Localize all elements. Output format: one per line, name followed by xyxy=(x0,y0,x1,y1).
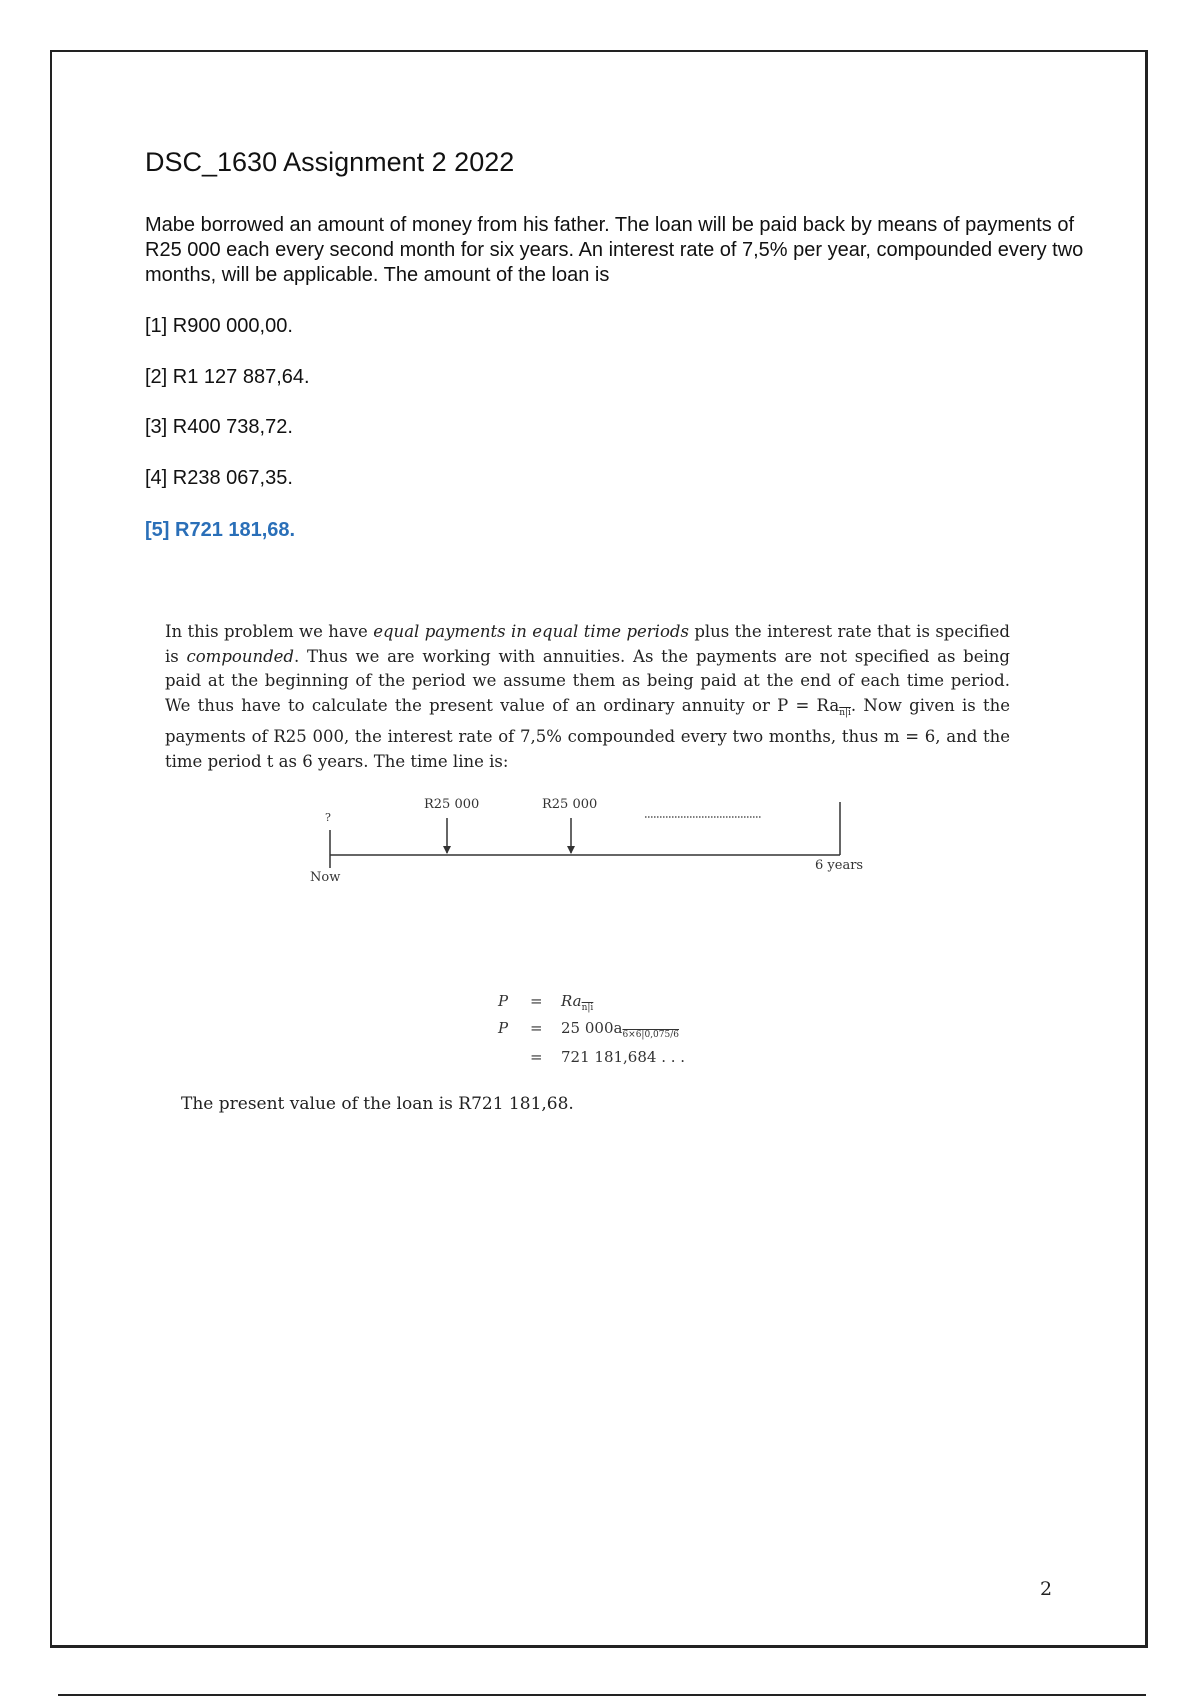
conclusion-text: The present value of the loan is R721 181,68. xyxy=(181,1094,574,1114)
eq-lhs-2: P xyxy=(498,1019,509,1037)
explanation-paragraph xyxy=(165,620,1010,774)
explanation-part: . Now given is the payments of R25 000, the interest rate of 7,5% compounded every two months, thus m = 6, and the time period t as 6 years. The time line is: xyxy=(165,695,1010,771)
option-3: [3] R400 738,72. xyxy=(145,416,293,438)
eq-rhs-3: 721 181,684 . . . xyxy=(561,1048,686,1066)
explanation-part: plus the interest rate that is specified is xyxy=(165,622,1010,666)
eq-sub-1: n|i xyxy=(581,1003,594,1013)
option-2: [2] R1 127 887,64. xyxy=(145,366,310,388)
time-line-diagram xyxy=(150,785,1010,905)
payment-label-1: R25 000 xyxy=(424,797,480,812)
unknown-value-label: ? xyxy=(325,811,331,824)
payment-arrowhead-2 xyxy=(567,846,575,854)
payment-arrowhead-1 xyxy=(443,846,451,854)
page-title: DSC_1630 Assignment 2 2022 xyxy=(145,147,515,177)
eq-lhs-1: P xyxy=(498,992,509,1010)
page-number: 2 xyxy=(1040,1578,1053,1600)
annuity-subscript: n|i xyxy=(839,707,851,718)
end-label: 6 years xyxy=(815,858,864,873)
eq-rhs-2: 25 000a xyxy=(561,1019,623,1037)
payment-label-2: R25 000 xyxy=(542,797,598,812)
explanation-emphasis: equal payments in equal time periods xyxy=(373,622,689,641)
start-label: Now xyxy=(310,870,341,885)
question-text: Mabe borrowed an amount of money from his father. The loan will be paid back by means of payments of R25 000 each every second month for six years. An interest rate of 7,5% per year, compounded every two months, will be applicable. The amount of the loan is xyxy=(145,214,1084,286)
option-4: [4] R238 067,35. xyxy=(145,467,293,489)
explanation-emphasis: compounded xyxy=(186,646,294,666)
eq-op-3: = xyxy=(530,1048,543,1066)
explanation-part: In this problem we have xyxy=(165,622,374,641)
option-5-correct: [5] R721 181,68. xyxy=(145,519,296,541)
explanation-part: . Thus we are working with annuities. As the payments are not specified as being paid at the beginning of the period we assume them as being paid at the end of each time period. We thus have to calculate the present value of an ordinary annuity or P = Ra xyxy=(165,646,1010,715)
eq-op-1: = xyxy=(530,992,543,1010)
option-1: [1] R900 000,00. xyxy=(145,315,293,337)
bottom-rule xyxy=(58,1694,1146,1696)
eq-sub-2: 6×6|0,075/6 xyxy=(622,1030,679,1040)
eq-rhs-1: Ra xyxy=(561,992,582,1010)
eq-op-2: = xyxy=(530,1019,543,1037)
